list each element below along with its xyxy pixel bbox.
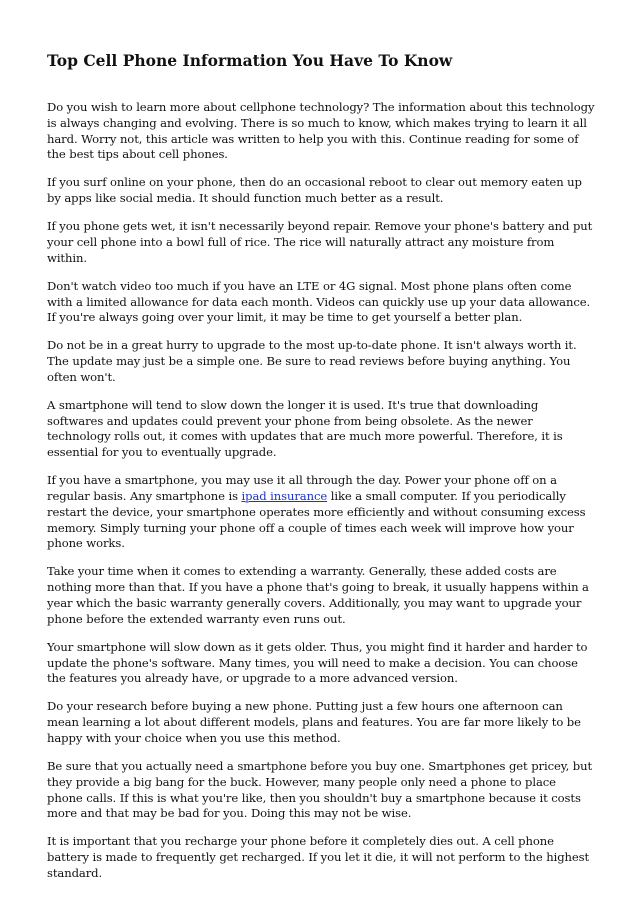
- paragraph-slow-down: A smartphone will tend to slow down the longer it is used. It's true that downloading softwares and updates could prevent your phone from being obsolete. As the newer technology rolls out, it comes with updates that are much more powerful. Therefore, it is essential for you to eventually upgrade.: [47, 397, 563, 460]
- restart-text-before: If you have a smartphone, you may use it all through the day. Power your phone off on a regular basis. Any smartphone is: [47, 473, 557, 504]
- paragraph-warranty: Take your time when it comes to extending a warranty. Generally, these added costs are nothing more than that. If you have a phone that's going to break, it usually happens within a year which the basic warranty generally covers. Additionally, you may want to upgrade your phone before the extended warranty even runs out.: [47, 564, 589, 626]
- paragraph-need-smartphone: Be sure that you actually need a smartphone before you buy one. Smartphones get pricey, but they provide a big bang for the buck. However, many people only need a phone to place phone calls. If this is what you're like, then you shouldn't buy a smartphone because it costs more and that may be bad for you. Doing this may not be wise.: [47, 758, 593, 821]
- restart-text-after: like a small computer. If you periodically restart the device, your smartphone operates more efficiently and without consuming excess memory. Simply turning your phone off a couple of times each week will improve how your phone works.: [47, 489, 586, 551]
- paragraph-wet-phone: If you phone gets wet, it isn't necessarily beyond repair. Remove your phone's battery and put your cell phone into a bowl full of rice. The rice will naturally attract any moisture from within.: [47, 219, 593, 265]
- paragraph-recharge: It is important that you recharge your phone before it completely dies out. A cell phone battery is made to frequently get recharged. If you let it die, it will not perform to the highest standard.: [47, 834, 590, 880]
- paragraph-video-data: Don't watch video too much if you have an LTE or 4G signal. Most phone plans often come with a limited allowance for data each month. Videos can quickly use up your data allowance. If you're always going over your limit, it may be time to get yourself a better plan.: [47, 278, 591, 325]
- paragraph-software-update: Your smartphone will slow down as it gets older. Thus, you might find it harder and harder to update the phone's software. Many times, you will need to make a decision. You can choose the features you already have, or upgrade to a more advanced version.: [47, 639, 588, 686]
- paragraph-restart: [47, 473, 595, 552]
- ipad-insurance-link[interactable]: ipad insurance: [241, 489, 328, 504]
- page-title: Top Cell Phone Information You Have To Know: [47, 51, 453, 70]
- paragraph-research: Do your research before buying a new phone. Putting just a few hours one afternoon can mean learning a lot about different models, plans and features. You are far more likely to be happy with your choice when you use this method.: [47, 699, 581, 745]
- paragraph-upgrade-hurry: Do not be in a great hurry to upgrade to the most up-to-date phone. It isn't always worth it. The update may just be a simple one. Be sure to read reviews before buying anything. You often won't.: [47, 338, 577, 384]
- paragraph-intro: Do you wish to learn more about cellphone technology? The information about this technology is always changing and evolving. There is so much to know, which makes trying to learn it all hard. Worry not, this article was written to help you with this. Continue reading for some of the best tips about cell phones.: [47, 100, 595, 162]
- document-page: [47, 50, 595, 894]
- paragraph-reboot: If you surf online on your phone, then do an occasional reboot to clear out memory eaten up by apps like social media. It should function much better as a result.: [47, 175, 582, 206]
